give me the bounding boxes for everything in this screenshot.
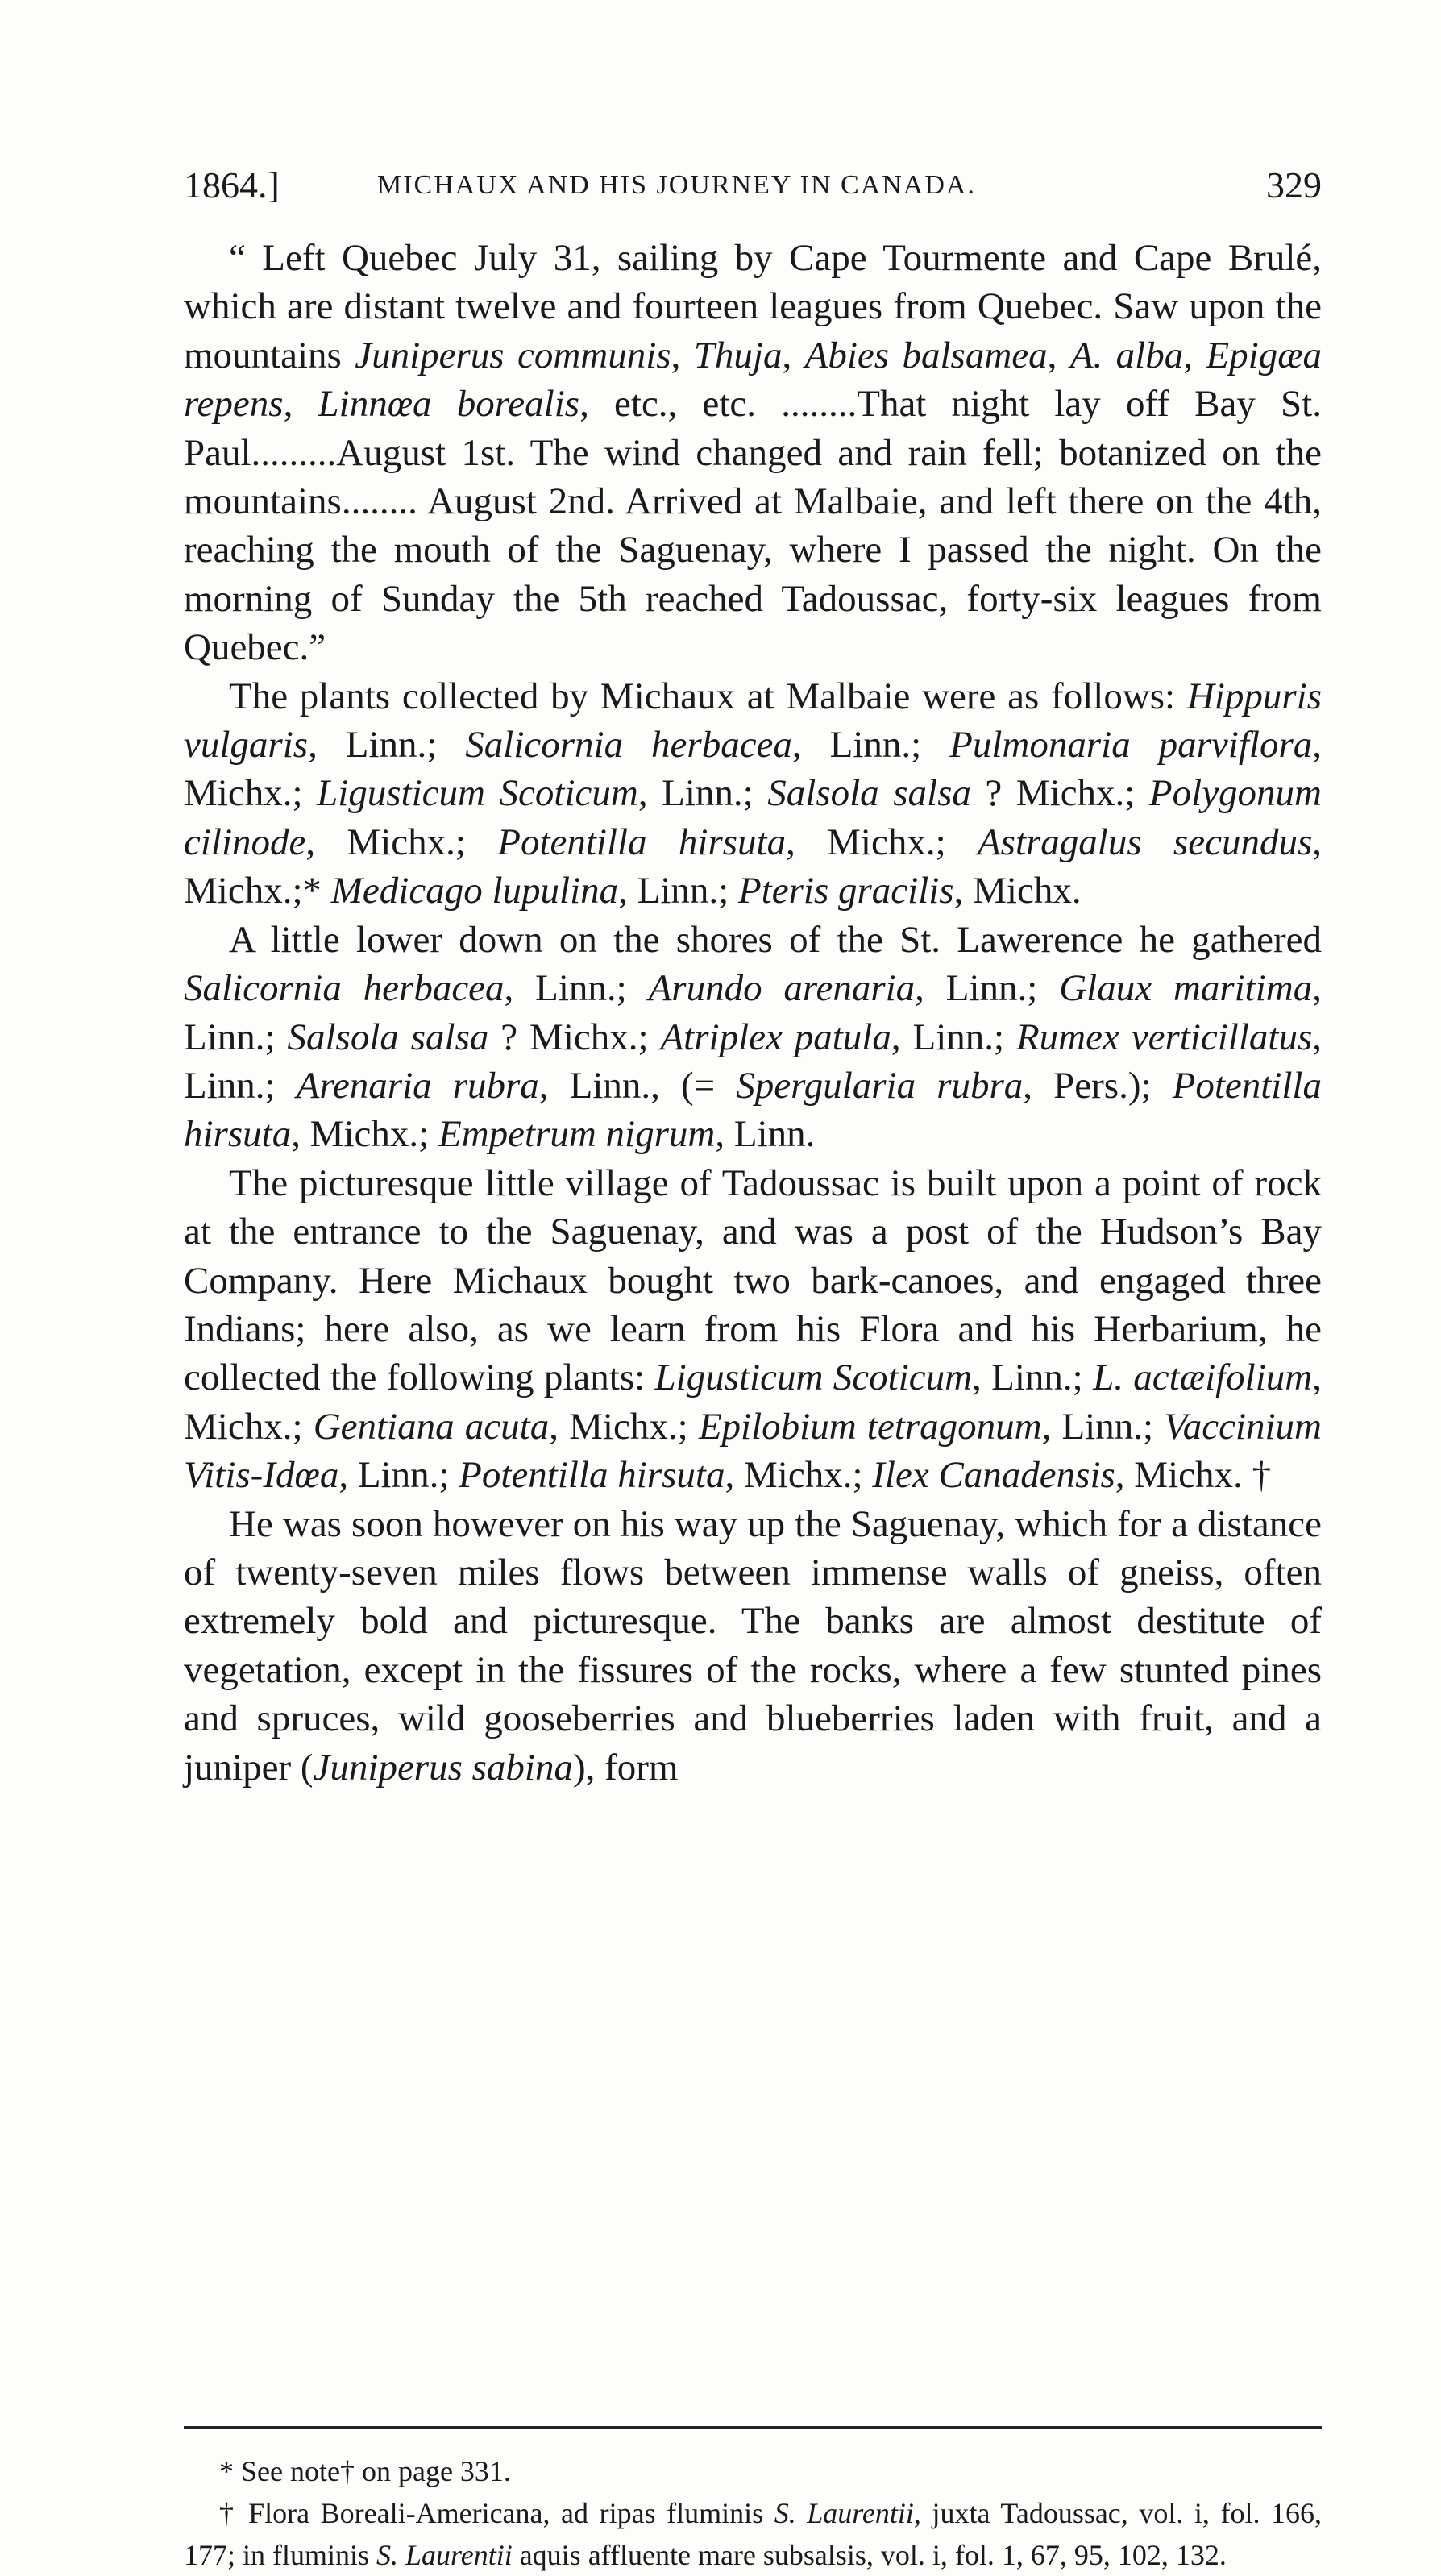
species-name: Vaccinium Vitis-Idœa xyxy=(184,1405,1322,1497)
species-name: Salicornia herbacea xyxy=(184,967,505,1010)
species-name: Gentiana acuta xyxy=(313,1405,550,1448)
species-name: Thuja xyxy=(693,334,783,376)
paragraph-tadoussac: The picturesque little village of Tadoussac is built upon a point of rock at the entrance to the Saguenay, and was a post of the Hudson’s Bay Company. Here Michaux bought two bark-canoes, and engaged three Indians; here also, as we learn from his Flora and his Herbarium, he collected the following plants: Ligusticum Scoticum, Linn.; L. actæifolium, Michx.; Gentiana acuta, Michx.; Epilobium tetragonum, Linn.; Vaccinium Vitis-Idœa, Linn.; Potentilla hirsuta, Michx.; Ilex Canadensis, Michx. † xyxy=(184,1161,1322,1497)
species-name: Juniperus communis xyxy=(355,334,671,376)
paragraph-saguenay: He was soon however on his way up the Saguenay, which for a distance of twenty-seven miles flows between immense walls of gneiss, often extremely bold and picturesque. The banks are almost destitute of vegetation, except in the fissures of the rocks, where a few stunted pines and spruces, wild gooseberries and blueberries laden with fruit, and a juniper (Juniperus sabina), form xyxy=(184,1502,1322,1789)
body-text xyxy=(184,234,1322,1792)
species-name: Juniperus sabina xyxy=(313,1746,573,1789)
species-name: Empetrum nigrum xyxy=(438,1113,716,1156)
header-year: 1864.] xyxy=(184,164,280,206)
species-name: Epilobium tetragonum xyxy=(698,1405,1042,1448)
footnotes xyxy=(184,2450,1322,2576)
page-number: 329 xyxy=(1266,164,1322,206)
species-name: Potentilla hirsuta xyxy=(184,1064,1322,1156)
species-name: Ilex Canadensis xyxy=(872,1454,1115,1497)
species-name: Arenaria rubra xyxy=(296,1064,539,1107)
species-name: Hippuris vulgaris xyxy=(184,675,1322,767)
species-name: Ligusticum Scoticum xyxy=(317,772,638,815)
species-name: Glaux maritima xyxy=(1059,967,1313,1010)
species-name: Arundo arenaria xyxy=(648,967,916,1010)
species-name: L. actæifolium xyxy=(1093,1357,1313,1399)
species-name: Salsola salsa xyxy=(287,1016,489,1058)
species-name: Salicornia herbacea xyxy=(465,724,792,767)
species-name: Rumex verticillatus xyxy=(1015,1016,1313,1058)
running-title: MICHAUX AND HIS JOURNEY IN CANADA. xyxy=(377,170,976,200)
species-name: Potentilla hirsuta xyxy=(459,1454,725,1497)
species-name: Salsola salsa xyxy=(767,772,971,815)
species-name: Atriplex patula xyxy=(660,1016,891,1058)
footnote-star: * See note† on page 331. xyxy=(219,2455,511,2487)
footnote-rule xyxy=(184,2426,1322,2429)
species-name: Spergularia rubra xyxy=(736,1064,1024,1107)
species-name: Potentilla hirsuta xyxy=(497,821,787,863)
species-name: Astragalus secundus xyxy=(977,821,1313,863)
species-name: Linnœa borealis xyxy=(318,383,580,426)
species-name: Ligusticum Scoticum xyxy=(654,1357,973,1399)
paragraph-journal-quote: “ Left Quebec July 31, sailing by Cape Tourmente and Cape Brulé, which are distant twelve and fourteen leagues from Quebec. Saw upon the mountains Juniperus communis, Thuja, Abies balsamea, A. alba, Epigæa repens, Linnœa borealis, etc., etc. ........That night lay off Bay St. Paul.........August 1st. The wind changed and rain fell; botanized on the mountains........ August 2nd. Arrived at Malbaie, and left there on the 4th, reaching the mouth of the Saguenay, where I passed the night. On the morning of Sunday the 5th reached Tadoussac, forty-six leagues from Quebec.” xyxy=(184,237,1323,669)
species-name: S. Laurentii xyxy=(376,2539,513,2571)
species-name: Epigæa repens xyxy=(184,334,1323,426)
footnote-dagger: † Flora Boreali-Americana, ad ripas fluminis S. Laurentii, juxta Tadoussac, vol. i, fol. 166, 177; in fluminis S. Laurentii aquis affluente mare subsalsis, vol. i, fol. 1, 67, 95, 102, 132. xyxy=(184,2497,1322,2571)
species-name: Pteris gracilis xyxy=(737,870,954,912)
paragraph-malbaie-plants: The plants collected by Michaux at Malbaie were as follows: Hippuris vulgaris, Linn.; Salicornia herbacea, Linn.; Pulmonaria parviflora, Michx.; Ligusticum Scoticum, Linn.; Salsola salsa ? Michx.; Polygonum cilinode, Michx.; Potentilla hirsuta, Michx.; Astragalus secundus, Michx.;* Medicago lupulina, Linn.; Pteris gracilis, Michx. xyxy=(184,675,1323,912)
species-name: Pulmonaria parviflora xyxy=(949,724,1313,767)
species-name: Polygonum cilinode xyxy=(184,772,1322,863)
running-header xyxy=(184,161,1322,210)
species-name: A. alba xyxy=(1069,334,1184,376)
species-name: Medicago lupulina xyxy=(330,870,619,912)
species-name: Abies balsamea xyxy=(804,334,1048,376)
species-name: S. Laurentii xyxy=(774,2497,914,2529)
paragraph-st-lawrence-plants: A little lower down on the shores of the St. Lawerence he gathered Salicornia herbacea, Linn.; Arundo arenaria, Linn.; Glaux maritima, Linn.; Salsola salsa ? Michx.; Atriplex patula, Linn.; Rumex verticillatus, Linn.; Arenaria rubra, Linn., (= Spergularia rubra, Pers.); Potentilla hirsuta, Michx.; Empetrum nigrum, Linn. xyxy=(184,918,1322,1156)
